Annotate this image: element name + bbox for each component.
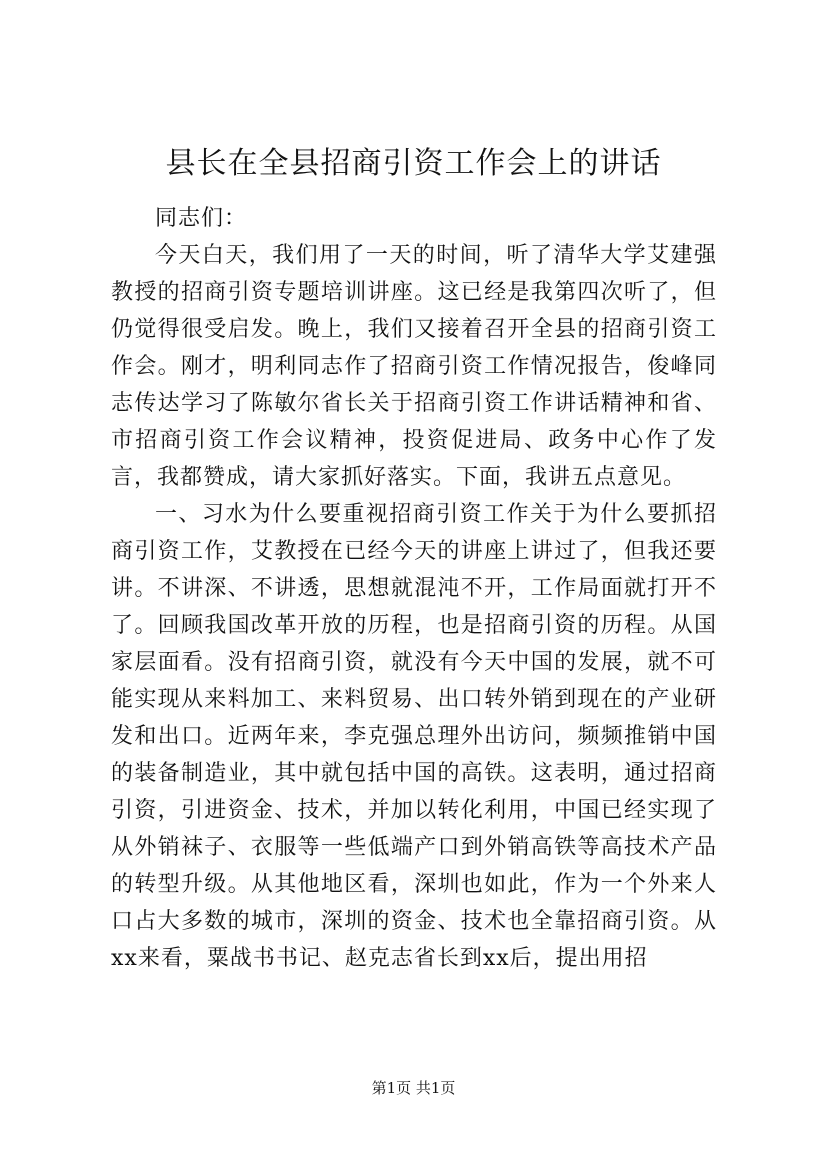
document-body xyxy=(111,200,717,977)
paragraph-1: 今天白天，我们用了一天的时间，听了清华大学艾建强教授的招商引资专题培训讲座。这已经是我第四次听了，但仍觉得很受启发。晚上，我们又接着召开全县的招商引资工作会。刚才，明利同志作了招商引资工作情况报告，俊峰同志传达学习了陈敏尔省长关于招商引资工作讲话精神和省、市招商引资工作会议精神，投资促进局、政务中心作了发言，我都赞成，请大家抓好落实。下面，我讲五点意见。 xyxy=(111,243,717,490)
document-title: 县长在全县招商引资工作会上的讲话 xyxy=(165,146,662,181)
paragraph-2: 一、习水为什么要重视招商引资工作关于为什么要抓招商引资工作，艾教授在已经今天的讲座上讲过了，但我还要讲。不讲深、不讲透，思想就混沌不开，工作局面就打开不了。回顾我国改革开放的历程，也是招商引资的历程。从国家层面看。没有招商引资，就没有今天中国的发展，就不可能实现从来料加工、来料贸易、出口转外销到现在的产业研发和出口。近两年来，李克强总理外出访问，频频推销中国的装备制造业，其中就包括中国的高铁。这表明，通过招商引资，引进资金、技术，并加以转化利用，中国已经实现了从外销袜子、衣服等一些低端产口到外销高铁等高技术产品的转型升级。从其他地区看，深圳也如此，作为一个外来人口占大多数的城市，深圳的资金、技术也全靠招商引资。从xx来看，粟战书书记、赵克志省长到xx后，提出用招 xyxy=(111,502,717,971)
salutation: 同志们： xyxy=(155,206,248,231)
page-footer: 第1页 共1页 xyxy=(371,1079,456,1097)
